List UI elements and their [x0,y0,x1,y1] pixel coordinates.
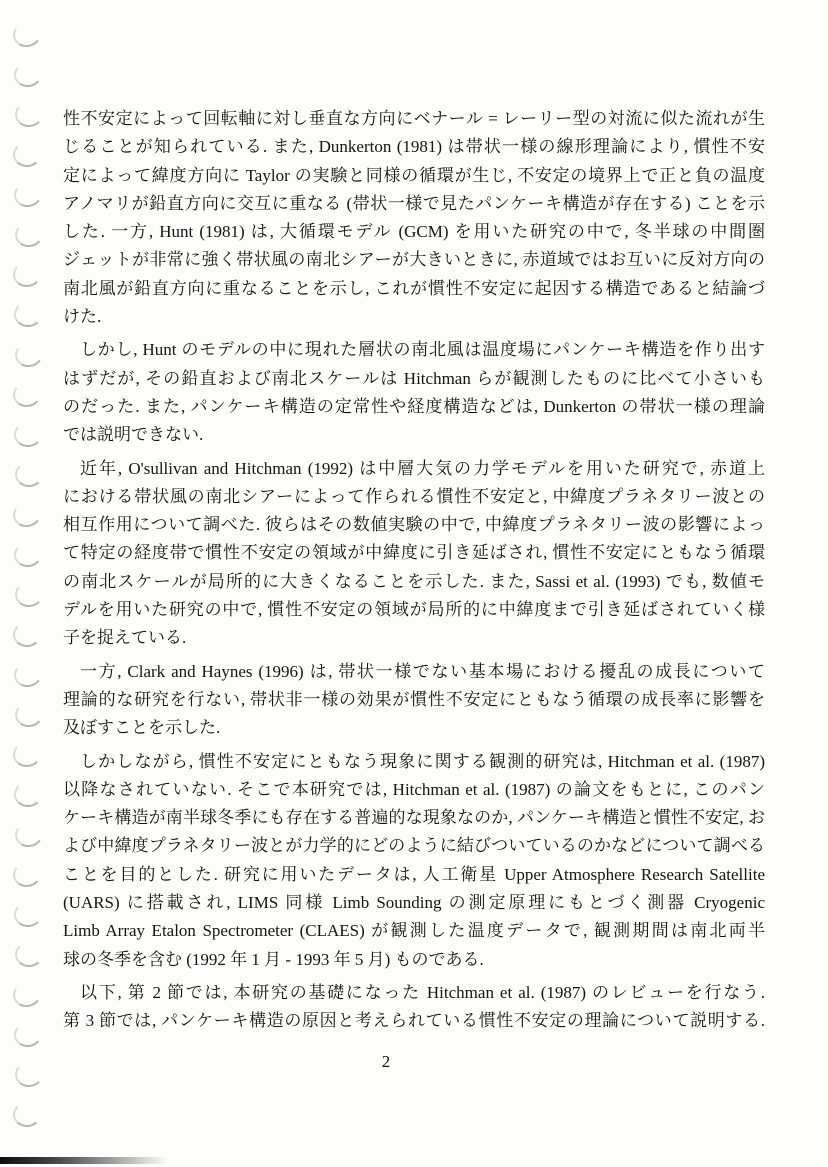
text-line: した. 一方, Hunt (1981) は, 大循環モデル (GCM) を用いた研究の中で, 冬半球の中間圏 [63,222,765,242]
text-line: 南北風が鉛直方向に重なることを示し, これが慣性不安定に起因する構造であると結論づ [63,278,765,298]
text-line: 定によって緯度方向に Taylor の実験と同様の循環が生じ, 不安定の境界上で正と負の温度 [63,165,765,185]
page-number: 2 [381,1051,391,1071]
binding-hole [14,302,42,327]
text-line: ことを目的とした. 研究に用いたデータは, 人工衛星 Upper Atmosphere Research Satellite [63,864,765,884]
text-line: しかし, Hunt のモデルの中に現れた層状の南北風は温度場にパンケーキ構造を作り出す [80,340,765,360]
text-line: のだった. また, パンケーキ構造の定常性や経度構造などは, Dunkerton の帯状一様の理論 [63,396,765,416]
binding-hole [13,421,43,448]
paragraph [63,979,765,1036]
text-line: 以下, 第 2 節では, 本研究の基礎になった Hitchman et al. (1987) のレビューを行なう. [80,982,765,1002]
binding-hole [11,860,42,889]
binding-hole [12,741,42,768]
text-line: よび中緯度プラネタリー波とが力学的にどのように結びついているのかなどについて調べる [63,836,765,856]
binding-hole [11,19,44,49]
binding-hole [14,581,44,608]
text-line: 理論的な研究を行ない, 帯状非一様の効果が慣性不安定にともなう循環の成長率に影響を [63,689,765,709]
binding-hole [12,659,45,689]
binding-hole [12,179,45,209]
text-line: デルを用いた研究の中で, 慣性不安定の領域が局所的に中緯度まで引き延ばされていく様 [63,600,765,620]
text-line: はずだが, その鉛直および南北スケールは Hitchman らが観測したものに比べて小さいも [63,368,765,388]
text-line: Limb Array Etalon Spectrometer (CLAES) が観測した温度データで, 観測期間は南北両半 [63,921,765,941]
binding-hole [13,622,41,647]
binding-hole [12,261,42,288]
binding-hole [12,1020,43,1049]
text-line: 及ぼすことを示した. [63,718,221,738]
paragraph [63,336,765,449]
text-line: では説明できない. [63,425,204,445]
paragraph [63,748,765,974]
text-line: 以降なされていない. そこで本研究では, Hitchman et al. (1987) の論文をもとに, このパン [63,779,765,799]
binding-hole [13,901,43,928]
binding-hole [12,540,43,569]
text-line: けた. [63,307,102,327]
binding-hole [13,819,46,849]
binding-hole [11,979,44,1009]
text-line: の南北スケールが局所的に大きくなることを示した. また, Sassi et al. (1993) でも, 数値モ [63,571,765,591]
text-line: 一方, Clark and Haynes (1996) は, 帯状一様でない基本場における擾乱の成長について [80,661,765,681]
binding-hole [15,942,43,967]
page-content [63,105,765,1072]
scan-edge-shadow-icon [0,1157,168,1164]
text-line: て特定の経度帯で慣性不安定の領域が中緯度に引き延ばされ, 慣性不安定にともなう循環 [63,543,765,563]
text-line: 第 3 節では, パンケーキ構造の原因と考えられている慣性不安定の理論について説明する. [63,1011,765,1031]
text-line: ジェットが非常に強く帯状風の南北シアーが大きいときに, 赤道域ではお互いに反対方向の [63,250,765,270]
binding-hole [11,499,44,529]
binding-hole [13,339,46,369]
text-line: アノマリが鉛直方向に交互に重なる (帯状一様で見たパンケーキ構造が存在する) ことを示 [63,193,765,213]
binding-hole [14,101,44,128]
text-line: ケーキ構造が南半球冬季にも存在する普遍的な現象なのか, パンケーキ構造と慣性不安定, お [63,808,765,828]
text-line: しかしながら, 慣性不安定にともなう現象に関する観測的研究は, Hitchman et al. (1987) [80,751,765,771]
binding-hole [15,462,43,487]
text-line: 近年, O'sullivan and Hitchman (1992) は中層大気の力学モデルを用いた研究で, 赤道上 [80,458,765,478]
paragraph [63,658,765,743]
paragraph [63,455,765,653]
paragraph [63,105,765,331]
binding-hole [13,700,44,729]
text-line: 球の冬季を含む (1992 年 1 月 - 1993 年 5 月) ものである. [63,949,484,969]
binding-hole [13,1102,41,1127]
page-body [63,105,765,1036]
text-line: (UARS) に搭載され, LIMS 同様 Limb Sounding の測定原理にもとづく測器 Cryogenic [63,893,765,913]
binding-hole [14,782,42,807]
text-line: 相互作用について調べた. 彼らはその数値実験の中で, 中緯度プラネタリー波の影響によっ [63,515,765,535]
binding-hole [12,60,43,89]
text-line: 子を捉えている. [63,628,187,648]
binding-hole [11,380,42,409]
text-line: じることが知られている. また, Dunkerton (1981) は帯状一様の線形理論により, 慣性不安 [63,137,765,157]
binding-hole [13,220,44,249]
text-line: 性不安定によって回転軸に対し垂直な方向にベナール = レーリー型の対流に似た流れが生 [63,109,765,128]
binding-hole [13,142,41,167]
text-line: における帯状風の南北シアーによって作られる慣性不安定と, 中緯度プラネタリー波との [63,486,765,506]
